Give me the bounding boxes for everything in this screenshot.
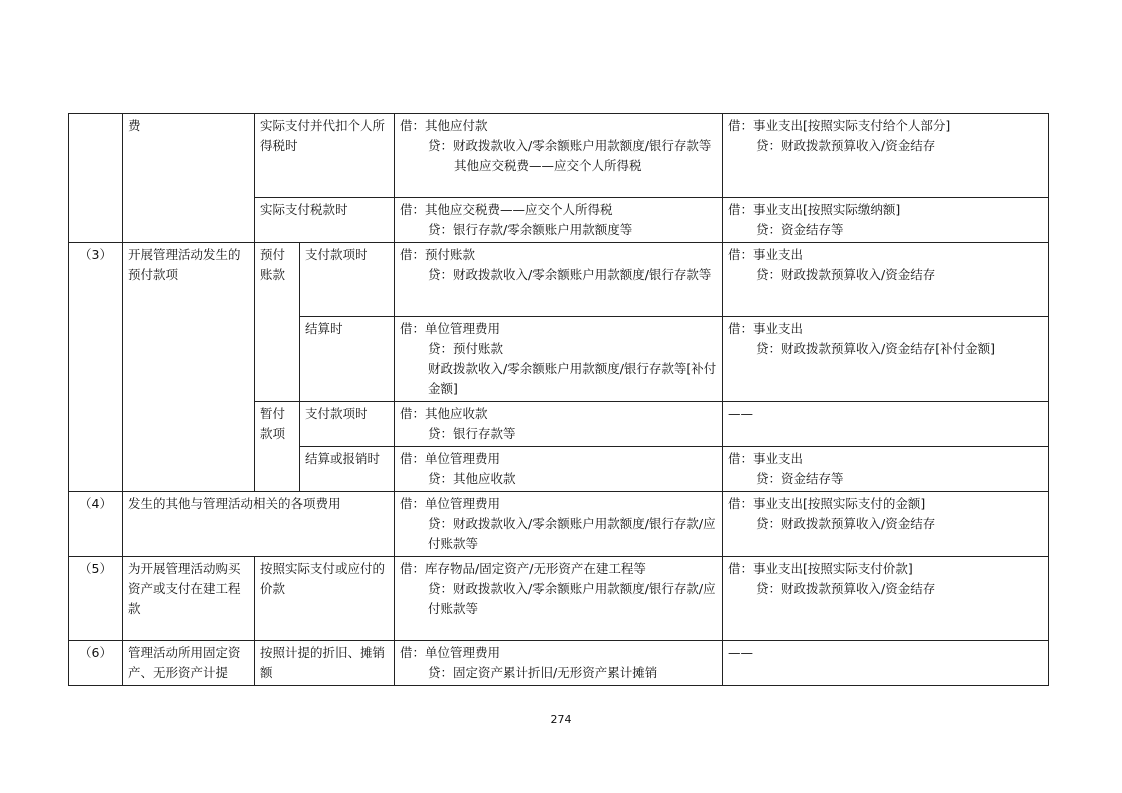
- debit-line: 借：单位管理费用: [400, 496, 501, 511]
- row-number: （4）: [79, 496, 112, 511]
- budget-entry-cell: [723, 492, 1049, 557]
- row-number: （3）: [79, 247, 112, 262]
- row-number: （6）: [79, 645, 112, 660]
- table-row: [69, 114, 1049, 198]
- timing-text: 按照计提的折旧、摊销额: [260, 645, 386, 680]
- credit-line: 财政拨款收入/零余额账户用款额度/银行存款等[补付金额]: [428, 361, 717, 396]
- timing-cell: [300, 447, 395, 492]
- credit-line: 贷：银行存款/零余额账户用款额度等: [428, 222, 633, 237]
- financial-entry-cell: [395, 114, 723, 198]
- table-row: [69, 557, 1049, 641]
- item-text: 开展管理活动发生的预付款项: [128, 247, 241, 282]
- timing-text: 结算时: [305, 321, 343, 336]
- timing-text: 实际支付并代扣个人所得税时: [260, 118, 386, 153]
- timing-text: 结算或报销时: [305, 451, 381, 466]
- debit-line: 借：事业支出: [728, 451, 804, 466]
- row-number-cell: [69, 114, 123, 243]
- subcategory-cell: [255, 243, 300, 402]
- item-cell: [123, 641, 255, 686]
- credit-line: 贷：资金结存等: [756, 222, 844, 237]
- subcategory-text: 预付账款: [260, 247, 286, 282]
- timing-text: 实际支付税款时: [260, 202, 348, 217]
- debit-line: 借：其他应交税费——应交个人所得税: [400, 202, 613, 217]
- row-number-cell: [69, 492, 123, 557]
- credit-line: 其他应交税费——应交个人所得税: [454, 158, 642, 173]
- item-text: 为开展管理活动购买资产或支付在建工程款: [128, 561, 241, 616]
- budget-entry-cell: [723, 557, 1049, 641]
- table-row: [69, 492, 1049, 557]
- credit-line: 贷：财政拨款收入/零余额账户用款额度/银行存款等: [428, 267, 712, 282]
- financial-entry-cell: [395, 317, 723, 402]
- timing-cell: [255, 641, 395, 686]
- debit-line: 借：事业支出[按照实际支付给个人部分]: [728, 118, 951, 133]
- budget-entry-cell: [723, 243, 1049, 317]
- budget-entry-cell: [723, 198, 1049, 243]
- credit-line: 贷：财政拨款预算收入/资金结存: [756, 267, 936, 282]
- financial-entry-cell: [395, 641, 723, 686]
- item-cell: [123, 114, 255, 243]
- timing-cell: [300, 402, 395, 447]
- credit-line: 贷：财政拨款收入/零余额账户用款额度/银行存款/应付账款等: [428, 581, 716, 616]
- row-number-cell: [69, 641, 123, 686]
- table-row: [69, 641, 1049, 686]
- budget-entry-cell: [723, 641, 1049, 686]
- timing-cell: [300, 317, 395, 402]
- timing-cell: [300, 243, 395, 317]
- debit-line: 借：库存物品/固定资产/无形资产在建工程等: [400, 561, 646, 576]
- empty-entry-dash: ——: [728, 645, 753, 660]
- credit-line: 贷：固定资产累计折旧/无形资产累计摊销: [428, 665, 658, 680]
- empty-entry-dash: ——: [728, 406, 753, 421]
- debit-line: 借：其他应付款: [400, 118, 488, 133]
- credit-line: 贷：财政拨款预算收入/资金结存[补付金额]: [756, 341, 995, 356]
- credit-line: 贷：财政拨款收入/零余额账户用款额度/银行存款/应付账款等: [428, 516, 716, 551]
- financial-entry-cell: [395, 198, 723, 243]
- page-number: 274: [550, 713, 572, 726]
- timing-text: 支付款项时: [305, 247, 368, 262]
- financial-entry-cell: [395, 492, 723, 557]
- subcategory-cell: [255, 402, 300, 492]
- row-number-cell: [69, 243, 123, 492]
- debit-line: 借：事业支出[按照实际缴纳额]: [728, 202, 901, 217]
- item-cell: [123, 492, 395, 557]
- credit-line: 贷：其他应收款: [428, 471, 516, 486]
- debit-line: 借：预付账款: [400, 247, 476, 262]
- debit-line: 借：事业支出: [728, 321, 804, 336]
- timing-cell: [255, 557, 395, 641]
- financial-entry-cell: [395, 447, 723, 492]
- financial-entry-cell: [395, 557, 723, 641]
- credit-line: 贷：财政拨款预算收入/资金结存: [756, 138, 936, 153]
- row-number-cell: [69, 557, 123, 641]
- item-cell: [123, 243, 255, 492]
- item-cell: [123, 557, 255, 641]
- timing-cell: [255, 198, 395, 243]
- timing-text: 按照实际支付或应付的价款: [260, 561, 386, 596]
- financial-entry-cell: [395, 402, 723, 447]
- budget-entry-cell: [723, 317, 1049, 402]
- timing-text: 支付款项时: [305, 406, 368, 421]
- item-text: 费: [128, 118, 141, 133]
- credit-line: 贷：财政拨款收入/零余额账户用款额度/银行存款等: [428, 138, 712, 153]
- debit-line: 借：单位管理费用: [400, 451, 501, 466]
- debit-line: 借：单位管理费用: [400, 645, 501, 660]
- subcategory-text: 暂付款项: [260, 406, 286, 441]
- debit-line: 借：事业支出[按照实际支付的金额]: [728, 496, 926, 511]
- row-number: （5）: [79, 561, 112, 576]
- debit-line: 借：其他应收款: [400, 406, 488, 421]
- debit-line: 借：事业支出[按照实际支付价款]: [728, 561, 913, 576]
- credit-line: 贷：财政拨款预算收入/资金结存: [756, 581, 936, 596]
- accounting-entries-table: [68, 113, 1049, 686]
- item-text: 管理活动所用固定资产、无形资产计提: [128, 645, 241, 680]
- item-text: 发生的其他与管理活动相关的各项费用: [128, 496, 341, 511]
- credit-line: 贷：银行存款等: [428, 426, 516, 441]
- budget-entry-cell: [723, 114, 1049, 198]
- budget-entry-cell: [723, 447, 1049, 492]
- table-row: [69, 243, 1049, 317]
- budget-entry-cell: [723, 402, 1049, 447]
- financial-entry-cell: [395, 243, 723, 317]
- credit-line: 贷：预付账款: [428, 341, 504, 356]
- timing-cell: [255, 114, 395, 198]
- debit-line: 借：单位管理费用: [400, 321, 501, 336]
- debit-line: 借：事业支出: [728, 247, 804, 262]
- credit-line: 贷：财政拨款预算收入/资金结存: [756, 516, 936, 531]
- credit-line: 贷：资金结存等: [756, 471, 844, 486]
